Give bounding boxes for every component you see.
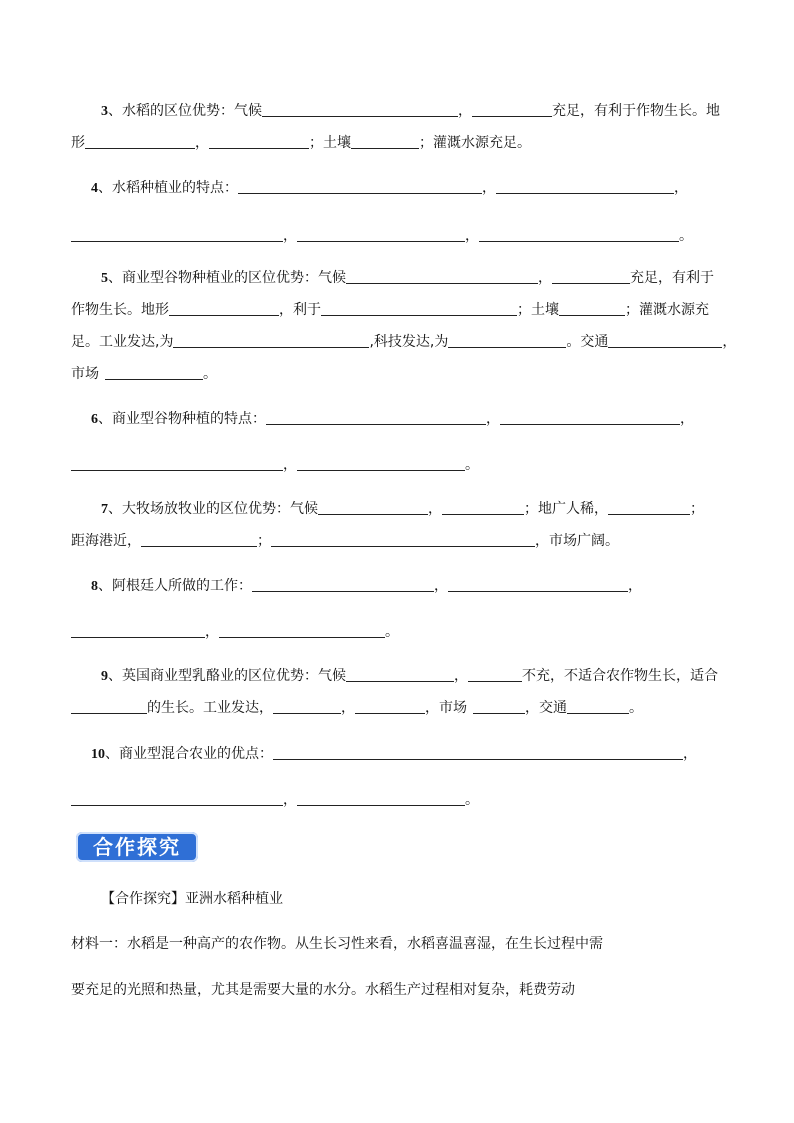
q3-line2: 形 ， ；土壤 ；灌溉水源充足。 bbox=[71, 135, 531, 151]
q5-line1: 5、商业型谷物种植业的区位优势：气候 ， 充足，有利于 bbox=[101, 270, 714, 286]
q6-blank-3[interactable] bbox=[71, 455, 283, 471]
q5-blank-5[interactable] bbox=[559, 300, 625, 316]
q9-line1: 9、英国商业型乳酪业的区位优势：气候 ， 不充，不适合农作物生长，适合 bbox=[101, 668, 718, 684]
q5-blank-8[interactable] bbox=[608, 332, 722, 348]
q6-number: 6 bbox=[91, 412, 98, 427]
q9-blank-6[interactable] bbox=[473, 698, 525, 714]
q7-blank-4[interactable] bbox=[141, 531, 257, 547]
q7-blank-2[interactable] bbox=[442, 499, 524, 515]
q4-blank-1[interactable] bbox=[238, 178, 482, 194]
q9-blank-1[interactable] bbox=[346, 666, 454, 682]
q3-blank-1[interactable] bbox=[262, 101, 458, 117]
q6-blank-2[interactable] bbox=[500, 409, 680, 425]
q10-blank-2[interactable] bbox=[71, 790, 283, 806]
q9-number: 9 bbox=[101, 669, 108, 684]
q5-blank-7[interactable] bbox=[448, 332, 566, 348]
q5-blank-3[interactable] bbox=[169, 300, 279, 316]
q7-line2: 距海港近， ； ，市场广阔。 bbox=[71, 533, 619, 549]
material-line-2: 要充足的光照和热量，尤其是需要大量的水分。水稻生产过程相对复杂，耗费劳动 bbox=[71, 982, 575, 998]
q8-blank-1[interactable] bbox=[252, 576, 434, 592]
q5-line4: 市场 。 bbox=[71, 366, 217, 382]
q4-blank-5[interactable] bbox=[479, 226, 679, 242]
q7-blank-3[interactable] bbox=[608, 499, 690, 515]
q5-blank-9[interactable] bbox=[105, 364, 203, 380]
q7-number: 7 bbox=[101, 502, 108, 517]
q5-blank-6[interactable] bbox=[173, 332, 369, 348]
q8-blank-3[interactable] bbox=[71, 622, 205, 638]
q7-blank-5[interactable] bbox=[271, 531, 535, 547]
q8-line2: ， 。 bbox=[71, 622, 399, 642]
q9-blank-7[interactable] bbox=[567, 698, 629, 714]
q5-number: 5 bbox=[101, 271, 108, 286]
q6-line2: ， 。 bbox=[71, 455, 479, 475]
q10-number: 10 bbox=[91, 747, 105, 762]
q10-line1: 10、商业型混合农业的优点： ， bbox=[91, 746, 697, 762]
q4-blank-2[interactable] bbox=[496, 178, 674, 194]
q10-line2: ， 。 bbox=[71, 790, 479, 810]
q9-blank-2[interactable] bbox=[468, 666, 522, 682]
q5-blank-4[interactable] bbox=[321, 300, 517, 316]
q4-line2: ， ， 。 bbox=[71, 226, 693, 246]
q8-number: 8 bbox=[91, 579, 98, 594]
q8-blank-2[interactable] bbox=[448, 576, 628, 592]
q8-blank-4[interactable] bbox=[219, 622, 385, 638]
q6-line1: 6、商业型谷物种植的特点： ， ， bbox=[91, 411, 694, 427]
q4-number: 4 bbox=[91, 181, 98, 196]
q3-line1: 3、水稻的区位优势：气候 ， 充足，有利于作物生长。地 bbox=[101, 103, 720, 119]
q3-text-a: 、水稻的区位优势：气候 bbox=[108, 103, 262, 119]
q4-blank-4[interactable] bbox=[297, 226, 465, 242]
q8-line1: 8、阿根廷人所做的工作： ， ， bbox=[91, 578, 642, 594]
q3-blank-3[interactable] bbox=[85, 133, 195, 149]
inquiry-title: 【合作探究】亚洲水稻种植业 bbox=[101, 891, 283, 907]
q5-line2: 作物生长。地形 ，利于 ；土壤 ；灌溉水源充 bbox=[71, 302, 709, 318]
q3-number: 3 bbox=[101, 104, 108, 119]
material-line-1: 材料一：水稻是一种高产的农作物。从生长习性来看，水稻喜温喜湿，在生长过程中需 bbox=[71, 936, 603, 952]
q3-blank-4[interactable] bbox=[209, 133, 309, 149]
q3-text-c: 充足，有利于作物生长。地 bbox=[552, 103, 720, 119]
q6-blank-1[interactable] bbox=[266, 409, 486, 425]
q4-line1: 4、水稻种植业的特点： ， ， bbox=[91, 180, 688, 196]
q3-blank-2[interactable] bbox=[472, 101, 552, 117]
q7-line1: 7、大牧场放牧业的区位优势：气候 ， ；地广人稀， ； bbox=[101, 501, 704, 517]
q9-blank-5[interactable] bbox=[355, 698, 425, 714]
q9-line2: 的生长。工业发达， ， ，市场 ，交通 。 bbox=[71, 698, 643, 718]
q10-blank-3[interactable] bbox=[297, 790, 465, 806]
q10-blank-1[interactable] bbox=[273, 744, 683, 760]
q6-blank-4[interactable] bbox=[297, 455, 465, 471]
q9-blank-4[interactable] bbox=[273, 698, 341, 714]
q7-blank-1[interactable] bbox=[318, 499, 428, 515]
q5-line3: 足。工业发达,为 ,科技发达,为 。交通 ， bbox=[71, 334, 737, 350]
q4-blank-3[interactable] bbox=[71, 226, 283, 242]
q5-blank-1[interactable] bbox=[346, 268, 538, 284]
q9-blank-3[interactable] bbox=[71, 698, 147, 714]
q3-blank-5[interactable] bbox=[351, 133, 419, 149]
q5-blank-2[interactable] bbox=[552, 268, 630, 284]
section-badge: 合作探究 bbox=[76, 832, 198, 862]
